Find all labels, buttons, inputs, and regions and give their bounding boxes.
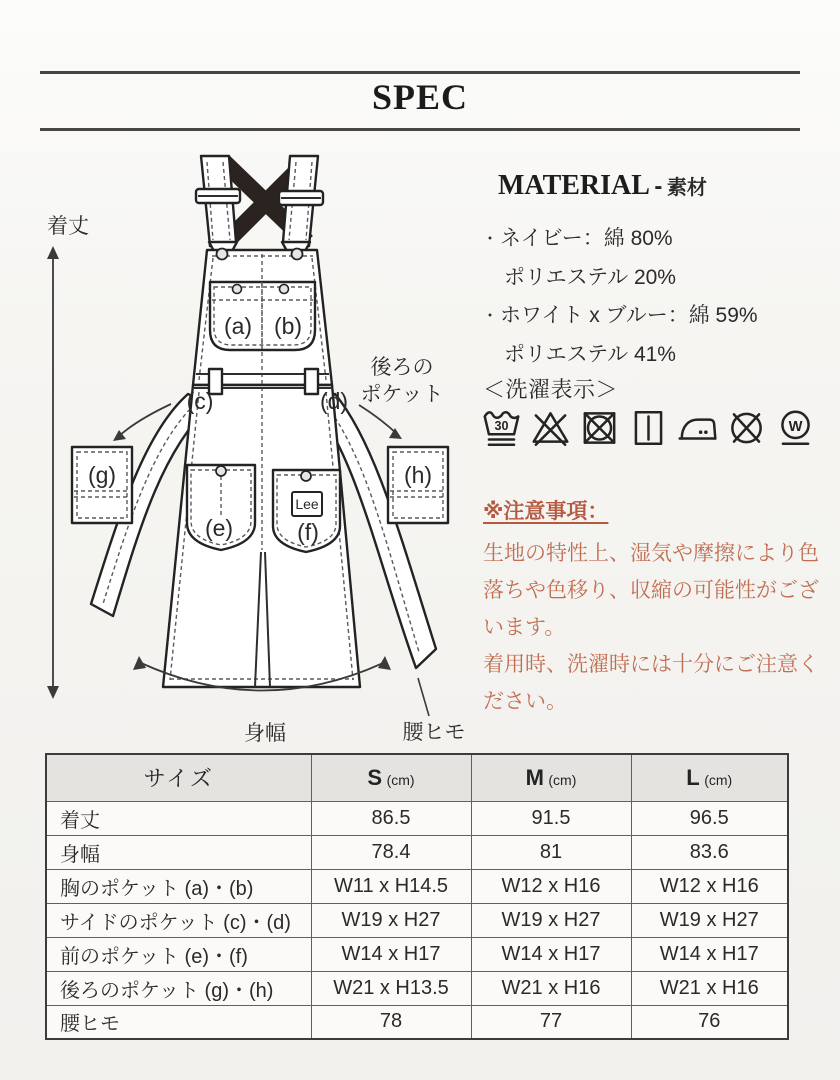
body-width-label: 身幅 — [244, 722, 286, 745]
length-arrowhead-top — [47, 246, 59, 259]
waist-tie-pointer — [418, 678, 429, 716]
material-item-text: ホワイト x ブルー：綿 59% — [500, 304, 758, 327]
belt-loop-right — [305, 369, 318, 394]
no-tumble-dry-icon — [578, 406, 621, 450]
size-unit: (cm) — [548, 771, 577, 788]
cell-value: 91.5 — [471, 801, 631, 835]
wet-clean-w-icon — [774, 406, 817, 450]
no-bleach-icon — [529, 406, 572, 450]
cell-value: 81 — [471, 835, 631, 869]
length-arrowhead-bottom — [47, 686, 59, 699]
size-column-m — [471, 754, 631, 801]
length-label: 着丈 — [47, 215, 89, 238]
cell-value: W21 x H16 — [631, 971, 788, 1005]
row-label: 後ろのポケット (g)・(h) — [46, 971, 311, 1005]
page-title: SPEC — [371, 77, 469, 117]
material-item-cont — [482, 336, 825, 374]
cell-value: W21 x H13.5 — [311, 971, 471, 1005]
cell-value: W21 x H16 — [471, 971, 631, 1005]
size-unit: (cm) — [704, 771, 733, 788]
material-heading — [498, 170, 707, 202]
cell-value: 83.6 — [631, 835, 788, 869]
size-letter: S — [367, 764, 383, 790]
material-item-text: ポリエステル 41% — [504, 343, 676, 366]
cell-value: 78 — [311, 1005, 471, 1039]
cell-value: W12 x H16 — [471, 869, 631, 903]
size-column-l — [631, 754, 788, 801]
pocket-label-c: (c) — [186, 388, 214, 414]
row-label: 身幅 — [46, 835, 311, 869]
chest-pocket-button-right — [280, 285, 289, 294]
row-label: サイドのポケット (c)・(d) — [46, 903, 311, 937]
cell-value: 96.5 — [631, 801, 788, 835]
size-column-s — [311, 754, 471, 801]
pocket-label-d: (d) — [319, 388, 349, 414]
cell-value: W19 x H27 — [631, 903, 788, 937]
bib-button-left — [217, 249, 228, 260]
cell-value: 78.4 — [311, 835, 471, 869]
row-label: 胸のポケット (a)・(b) — [46, 869, 311, 903]
bullet-icon: ・ — [482, 231, 499, 248]
iron-two-dots-icon — [676, 406, 719, 450]
bullet-icon: ・ — [482, 308, 499, 325]
row-label: 腰ヒモ — [46, 1005, 311, 1039]
chest-pocket-button-left — [233, 285, 242, 294]
material-item-text: ネイビー：綿 80% — [500, 227, 673, 250]
cell-value: W19 x H27 — [311, 903, 471, 937]
arrow-to-h — [359, 405, 396, 433]
size-unit: (cm) — [386, 771, 415, 788]
cell-value: 76 — [631, 1005, 788, 1039]
header-rule-bottom — [40, 128, 800, 131]
lee-brand-text: Lee — [295, 496, 319, 512]
material-item — [482, 220, 825, 259]
row-label: 前のポケット (e)・(f) — [46, 937, 311, 971]
back-pocket-g — [72, 447, 132, 523]
bib-button-right — [292, 249, 303, 260]
wet-clean-letter: W — [788, 419, 803, 436]
pocket-label-h: (h) — [403, 462, 433, 488]
header-rule-top — [40, 71, 800, 74]
cell-value: W14 x H17 — [311, 937, 471, 971]
caution-heading: ※注意事項： — [483, 500, 609, 523]
table-row — [46, 971, 788, 1005]
body-width-arrowhead-left — [133, 656, 146, 670]
pocket-label-e: (e) — [204, 515, 234, 541]
table-row — [46, 903, 788, 937]
cell-value: 77 — [471, 1005, 631, 1039]
size-table-corner: サイズ — [46, 754, 311, 801]
table-row — [46, 835, 788, 869]
material-heading-ja: 素材 — [666, 177, 707, 199]
care-symbols-row — [480, 406, 825, 450]
back-pocket-h — [388, 447, 448, 523]
back-pocket-label-line1: 後ろの — [370, 356, 434, 379]
shoulder-strap-right — [279, 156, 323, 246]
caution-section — [483, 495, 825, 720]
front-pocket-e — [187, 465, 255, 550]
cell-value: W11 x H14.5 — [311, 869, 471, 903]
cell-value: 86.5 — [311, 801, 471, 835]
pocket-label-a: (a) — [223, 313, 253, 339]
size-table — [45, 753, 789, 1040]
wash-temp-text: 30 — [494, 419, 509, 434]
back-pocket-label-line2: ポケット — [360, 383, 444, 406]
front-pocket-f — [273, 470, 340, 552]
body-width-arrowhead-right — [378, 656, 391, 670]
size-letter: L — [686, 764, 700, 790]
cell-value: W14 x H17 — [631, 937, 788, 971]
material-list — [482, 220, 825, 374]
material-item-text: ポリエステル 20% — [504, 266, 676, 289]
material-item — [482, 297, 825, 336]
cell-value: W12 x H16 — [631, 869, 788, 903]
pocket-label-f: (f) — [297, 519, 319, 545]
pocket-label-g: (g) — [87, 462, 117, 488]
care-heading: ＜洗濯表示＞ — [483, 377, 619, 402]
table-row — [46, 869, 788, 903]
table-row — [46, 801, 788, 835]
caution-text-2: 着用時、洗濯時には十分にご注意ください。 — [483, 653, 819, 713]
table-row — [46, 1005, 788, 1039]
material-item-cont — [482, 259, 825, 297]
cell-value: W19 x H27 — [471, 903, 631, 937]
wash-30-gentle-icon — [480, 406, 523, 450]
caution-text-1: 生地の特性上、湿気や摩擦により色落ちや色移り、収縮の可能性がございます。 — [483, 542, 819, 639]
apron-diagram — [25, 142, 475, 754]
waist-tie-label: 腰ヒモ — [402, 721, 466, 744]
cell-value: W14 x H17 — [471, 937, 631, 971]
size-letter: M — [525, 764, 544, 790]
row-label: 着丈 — [46, 801, 311, 835]
apron-diagram-svg — [25, 142, 475, 754]
material-heading-en: MATERIAL — [498, 170, 650, 201]
no-dry-clean-icon — [725, 406, 768, 450]
line-dry-icon — [627, 406, 670, 450]
pocket-label-b: (b) — [273, 313, 303, 339]
size-table-header-row — [46, 754, 788, 801]
material-heading-dash: - — [654, 173, 663, 200]
table-row — [46, 937, 788, 971]
